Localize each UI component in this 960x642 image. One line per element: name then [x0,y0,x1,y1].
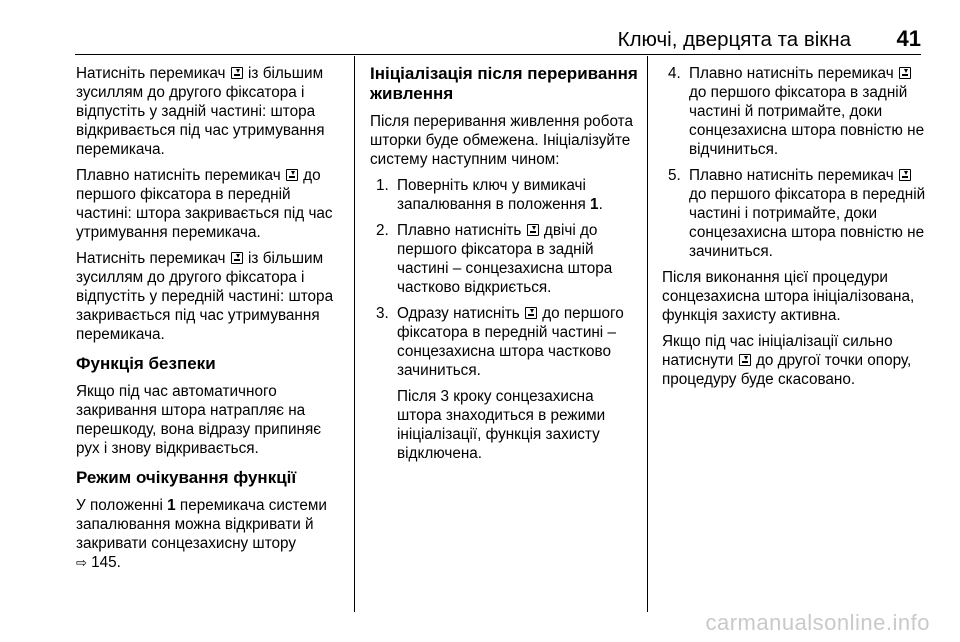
section-heading-initialization: Ініціалізація після переривання живлення [370,64,638,103]
list-item: 1. Поверніть ключ у вимикачі запалювання в положення 1. [376,177,603,213]
column-2 [370,64,640,470]
step-note: Після 3 кроку сонцезахисна штора знаходиться в режими ініціалізації, функція захисту відключена. [397,388,606,462]
column-1 [76,64,344,579]
page-reference-link[interactable]: 145. [91,554,121,571]
column-divider [354,56,355,612]
paragraph: Після переривання живлення робота шторки буде обмежена. Ініціалізуйте систему наступним чином: [370,113,633,168]
paragraph: Після виконання цієї процедури сонцезахисна штора ініціалізована, функція захисту активна. [662,269,915,324]
page-header [75,24,921,55]
sunshade-switch-icon [899,169,911,181]
list-item: 4. Плавно натисніть перемикач до першого фіксатора в задній частині й потримайте, доки сонцезахисна штора повністю не відчиниться. [668,65,925,158]
sunshade-switch-icon [527,224,539,236]
paragraph: Якщо під час автоматичного закривання штора натрапляє на перешкоду, вона відразу припиняє рух і знову відкривається. [76,383,322,457]
sunshade-switch-icon [899,67,911,79]
section-heading-safety: Функція безпеки [76,354,216,373]
paragraph: Натисніть перемикач із більшим зусиллям до другого фіксатора і відпустіть у передній частині: штора закривається під час утримування перемикача. [76,250,334,343]
column-divider [647,56,648,612]
section-heading-standby: Режим очікування функції [76,468,297,487]
list-item: 3. Одразу натисніть до першого фіксатора в передній частині – сонцезахисна штора частково зачиниться. Після 3 кроку сонцезахисна штора знаходиться в режими ініціалізації, функція захисту відключена. [370,304,640,463]
list-item: 5. Плавно натисніть перемикач до першого фіксатора в передній частині і потримайте, доки сонцезахисна штора повністю не зачиниться. [668,167,926,260]
sunshade-switch-icon [739,354,751,366]
column-3 [662,64,930,396]
arrow-reference-icon: ⇨ [76,555,87,570]
page-number: 41 [896,26,921,51]
list-item: 2. Плавно натисніть двічі до першого фіксатора в задній частині – сонцезахисна штора частково відкриється. [376,222,613,296]
paragraph: Плавно натисніть перемикач до першого фіксатора в передній частині: штора закривається під час утримування перемикача. [76,167,333,241]
sunshade-switch-icon [231,67,243,79]
watermark: carmanualsonline.info [705,610,930,635]
steps-list [662,64,930,261]
sunshade-switch-icon [231,252,243,264]
paragraph: Натисніть перемикач із більшим зусиллям до другого фіксатора і відпустіть у задній частині: штора відкривається під час утримування перемикача. [76,65,325,158]
paragraph: У положенні 1 перемикача системи запалювання можна відкривати й закривати сонцезахисну штору ⇨ 145. [76,497,327,571]
steps-list [370,176,640,463]
paragraph: Якщо під час ініціалізації сильно натиснути до другої точки опору, процедуру буде скасовано. [662,333,912,388]
header-title: Ключі, дверцята та вікна [617,28,851,51]
sunshade-switch-icon [286,169,298,181]
sunshade-switch-icon [525,307,537,319]
